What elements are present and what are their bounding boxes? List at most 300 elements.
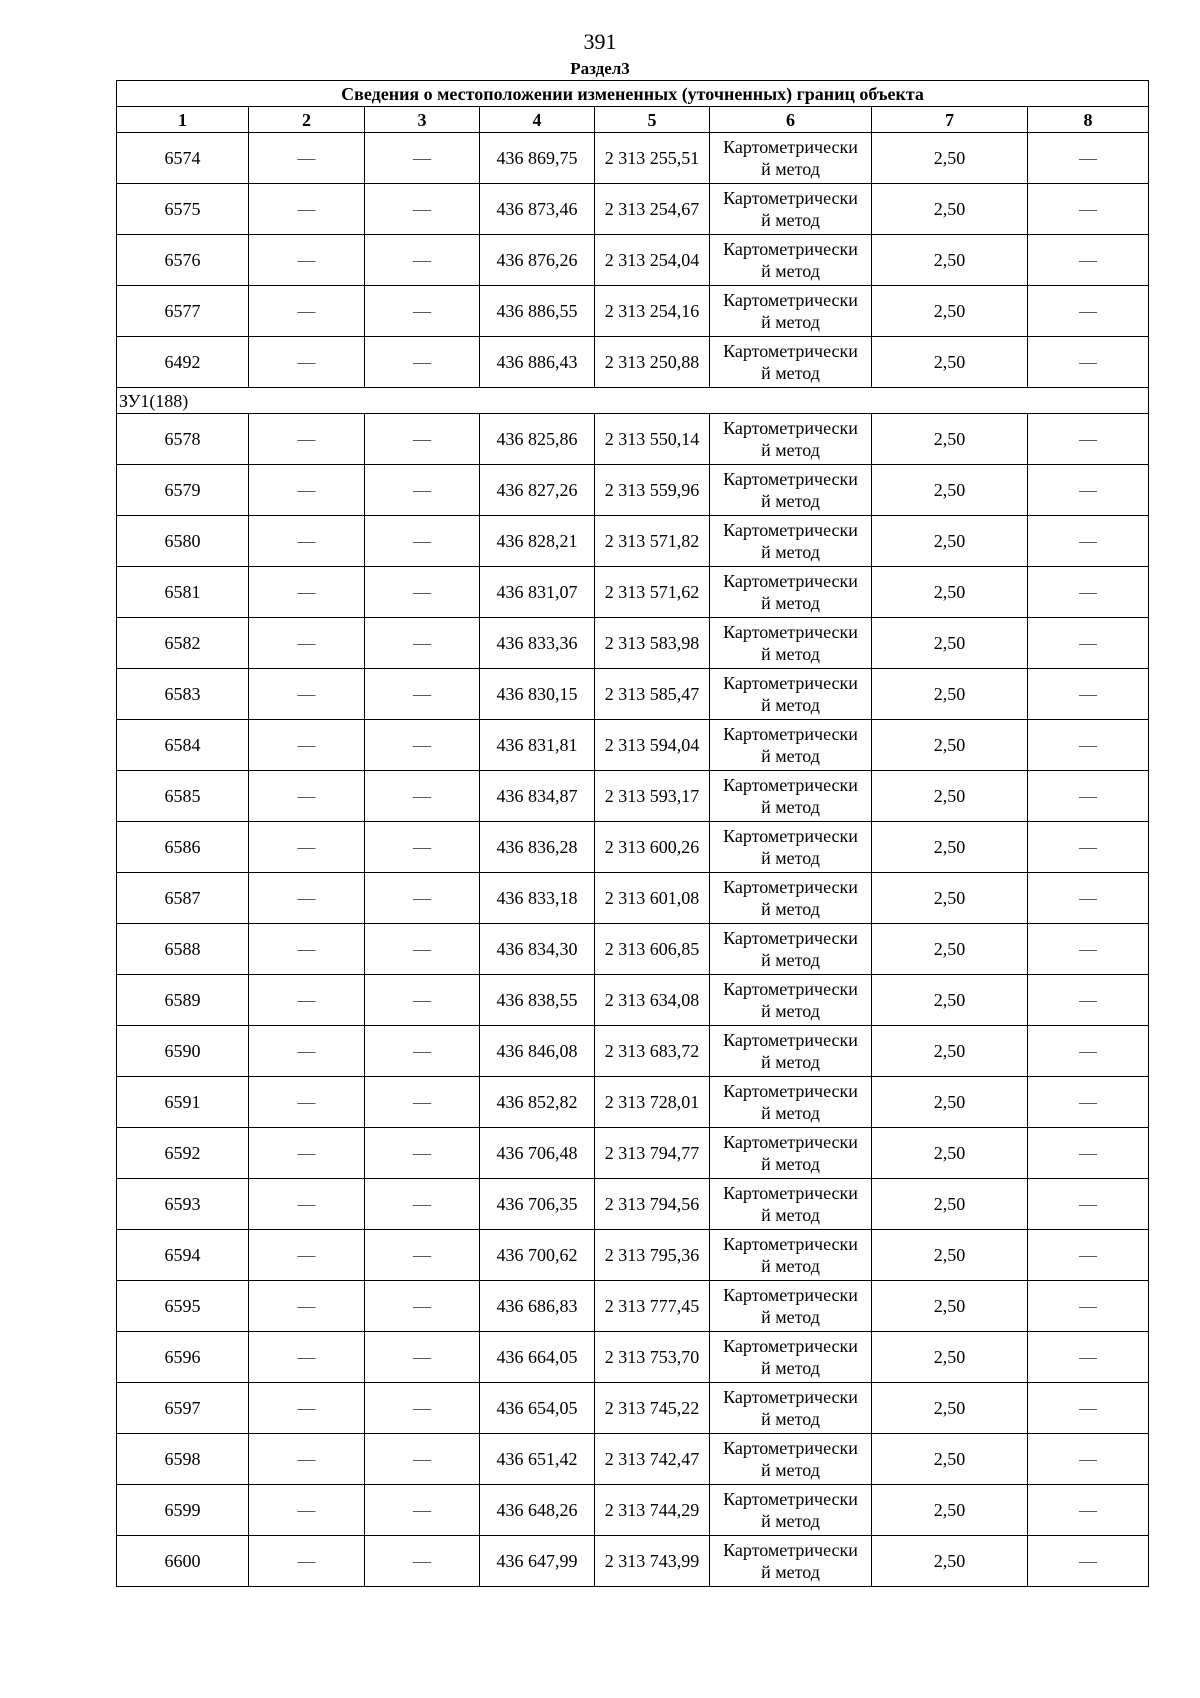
table-row [117, 771, 1149, 822]
empty-cell-col3: — [365, 1128, 480, 1179]
coord-x: 436 838,55 [480, 975, 595, 1026]
empty-cell-col8: — [1028, 1230, 1149, 1281]
coord-x: 436 647,99 [480, 1536, 595, 1587]
table-row [117, 1536, 1149, 1587]
method-line1: Картометрически [723, 188, 858, 208]
empty-cell-col2: — [249, 1026, 365, 1077]
table-row [117, 1332, 1149, 1383]
empty-cell-col8: — [1028, 873, 1149, 924]
coord-x: 436 836,28 [480, 822, 595, 873]
empty-cell-col8: — [1028, 1332, 1149, 1383]
coord-x: 436 846,08 [480, 1026, 595, 1077]
empty-cell-col2: — [249, 465, 365, 516]
coordinates-table [116, 80, 1149, 1587]
accuracy-value: 2,50 [872, 465, 1028, 516]
accuracy-value: 2,50 [872, 1434, 1028, 1485]
method-cell [710, 873, 872, 924]
empty-cell-col3: — [365, 1485, 480, 1536]
coord-x: 436 833,36 [480, 618, 595, 669]
empty-cell-col2: — [249, 1383, 365, 1434]
method-cell [710, 1128, 872, 1179]
empty-cell-col3: — [365, 1332, 480, 1383]
empty-cell-col8: — [1028, 465, 1149, 516]
method-cell [710, 1434, 872, 1485]
empty-cell-col2: — [249, 618, 365, 669]
method-line2: й метод [761, 1103, 820, 1123]
table-row [117, 873, 1149, 924]
empty-cell-col3: — [365, 975, 480, 1026]
accuracy-value: 2,50 [872, 822, 1028, 873]
empty-cell-col2: — [249, 133, 365, 184]
accuracy-value: 2,50 [872, 720, 1028, 771]
table-row [117, 516, 1149, 567]
accuracy-value: 2,50 [872, 1077, 1028, 1128]
coord-y: 2 313 743,99 [595, 1536, 710, 1587]
coord-y: 2 313 550,14 [595, 414, 710, 465]
coord-y: 2 313 600,26 [595, 822, 710, 873]
coord-y: 2 313 571,62 [595, 567, 710, 618]
empty-cell-col3: — [365, 286, 480, 337]
coord-y: 2 313 777,45 [595, 1281, 710, 1332]
empty-cell-col8: — [1028, 1383, 1149, 1434]
method-line1: Картометрически [723, 1540, 858, 1560]
empty-cell-col8: — [1028, 1434, 1149, 1485]
method-line1: Картометрически [723, 1336, 858, 1356]
coord-y: 2 313 583,98 [595, 618, 710, 669]
point-number: 6595 [117, 1281, 249, 1332]
table-row [117, 235, 1149, 286]
method-line1: Картометрически [723, 1438, 858, 1458]
table-row [117, 1026, 1149, 1077]
method-line1: Картометрически [723, 418, 858, 438]
empty-cell-col3: — [365, 465, 480, 516]
method-line1: Картометрически [723, 1132, 858, 1152]
coord-x: 436 834,87 [480, 771, 595, 822]
method-line2: й метод [761, 1154, 820, 1174]
empty-cell-col3: — [365, 567, 480, 618]
empty-cell-col8: — [1028, 669, 1149, 720]
coord-x: 436 831,07 [480, 567, 595, 618]
point-number: 6581 [117, 567, 249, 618]
method-line2: й метод [761, 1460, 820, 1480]
coord-y: 2 313 606,85 [595, 924, 710, 975]
method-line2: й метод [761, 1205, 820, 1225]
empty-cell-col8: — [1028, 1485, 1149, 1536]
coord-x: 436 873,46 [480, 184, 595, 235]
point-number: 6597 [117, 1383, 249, 1434]
column-header: 5 [595, 107, 710, 133]
empty-cell-col8: — [1028, 184, 1149, 235]
accuracy-value: 2,50 [872, 1026, 1028, 1077]
method-line2: й метод [761, 848, 820, 868]
empty-cell-col8: — [1028, 1281, 1149, 1332]
column-header: 7 [872, 107, 1028, 133]
method-line2: й метод [761, 491, 820, 511]
point-number: 6582 [117, 618, 249, 669]
accuracy-value: 2,50 [872, 1128, 1028, 1179]
method-line1: Картометрически [723, 724, 858, 744]
coord-x: 436 828,21 [480, 516, 595, 567]
point-number: 6592 [117, 1128, 249, 1179]
coord-y: 2 313 728,01 [595, 1077, 710, 1128]
table-row [117, 1128, 1149, 1179]
method-line2: й метод [761, 363, 820, 383]
method-cell [710, 1230, 872, 1281]
table-row [117, 184, 1149, 235]
point-number: 6583 [117, 669, 249, 720]
empty-cell-col2: — [249, 1281, 365, 1332]
empty-cell-col8: — [1028, 1536, 1149, 1587]
point-number: 6599 [117, 1485, 249, 1536]
empty-cell-col8: — [1028, 1179, 1149, 1230]
method-cell [710, 924, 872, 975]
accuracy-value: 2,50 [872, 618, 1028, 669]
accuracy-value: 2,50 [872, 1485, 1028, 1536]
empty-cell-col8: — [1028, 1128, 1149, 1179]
column-header-row [117, 107, 1149, 133]
table-row [117, 1077, 1149, 1128]
table-row [117, 1230, 1149, 1281]
column-header: 6 [710, 107, 872, 133]
method-line2: й метод [761, 159, 820, 179]
empty-cell-col2: — [249, 184, 365, 235]
method-cell [710, 771, 872, 822]
method-cell [710, 567, 872, 618]
method-line1: Картометрически [723, 1489, 858, 1509]
table-row [117, 618, 1149, 669]
accuracy-value: 2,50 [872, 1179, 1028, 1230]
empty-cell-col3: — [365, 516, 480, 567]
method-line2: й метод [761, 695, 820, 715]
accuracy-value: 2,50 [872, 414, 1028, 465]
method-line1: Картометрически [723, 1234, 858, 1254]
coord-y: 2 313 601,08 [595, 873, 710, 924]
point-number: 6587 [117, 873, 249, 924]
method-line1: Картометрически [723, 239, 858, 259]
point-number: 6591 [117, 1077, 249, 1128]
method-cell [710, 516, 872, 567]
method-line2: й метод [761, 593, 820, 613]
point-number: 6584 [117, 720, 249, 771]
method-line2: й метод [761, 1562, 820, 1582]
coord-y: 2 313 634,08 [595, 975, 710, 1026]
accuracy-value: 2,50 [872, 1536, 1028, 1587]
coord-y: 2 313 794,56 [595, 1179, 710, 1230]
method-line2: й метод [761, 440, 820, 460]
method-line2: й метод [761, 1256, 820, 1276]
empty-cell-col2: — [249, 337, 365, 388]
method-cell [710, 286, 872, 337]
empty-cell-col2: — [249, 822, 365, 873]
empty-cell-col2: — [249, 414, 365, 465]
method-cell [710, 720, 872, 771]
empty-cell-col3: — [365, 337, 480, 388]
coord-x: 436 700,62 [480, 1230, 595, 1281]
accuracy-value: 2,50 [872, 1230, 1028, 1281]
table-row [117, 567, 1149, 618]
empty-cell-col8: — [1028, 1077, 1149, 1128]
method-line1: Картометрически [723, 520, 858, 540]
table-row [117, 414, 1149, 465]
table-row [117, 465, 1149, 516]
point-number: 6577 [117, 286, 249, 337]
coord-x: 436 706,35 [480, 1179, 595, 1230]
accuracy-value: 2,50 [872, 337, 1028, 388]
coord-x: 436 876,26 [480, 235, 595, 286]
method-cell [710, 337, 872, 388]
coord-y: 2 313 795,36 [595, 1230, 710, 1281]
accuracy-value: 2,50 [872, 669, 1028, 720]
empty-cell-col3: — [365, 873, 480, 924]
table-row [117, 1281, 1149, 1332]
section-title: Раздел3 [570, 59, 630, 78]
method-cell [710, 1077, 872, 1128]
table-row [117, 669, 1149, 720]
empty-cell-col8: — [1028, 414, 1149, 465]
coord-y: 2 313 753,70 [595, 1332, 710, 1383]
accuracy-value: 2,50 [872, 924, 1028, 975]
empty-cell-col3: — [365, 1434, 480, 1485]
empty-cell-col2: — [249, 975, 365, 1026]
table-caption-row [117, 81, 1149, 107]
coord-x: 436 886,43 [480, 337, 595, 388]
coord-x: 436 825,86 [480, 414, 595, 465]
coord-y: 2 313 255,51 [595, 133, 710, 184]
coord-y: 2 313 794,77 [595, 1128, 710, 1179]
table-row [117, 1434, 1149, 1485]
method-cell [710, 465, 872, 516]
coord-y: 2 313 594,04 [595, 720, 710, 771]
method-line1: Картометрически [723, 290, 858, 310]
table-row [117, 924, 1149, 975]
empty-cell-col2: — [249, 1485, 365, 1536]
coord-y: 2 313 254,67 [595, 184, 710, 235]
method-line1: Картометрически [723, 1081, 858, 1101]
empty-cell-col2: — [249, 669, 365, 720]
accuracy-value: 2,50 [872, 516, 1028, 567]
column-header: 2 [249, 107, 365, 133]
method-line2: й метод [761, 312, 820, 332]
coord-x: 436 830,15 [480, 669, 595, 720]
group-label: ЗУ1(188) [117, 388, 1149, 414]
empty-cell-col3: — [365, 1536, 480, 1587]
point-number: 6588 [117, 924, 249, 975]
method-line2: й метод [761, 1307, 820, 1327]
empty-cell-col3: — [365, 669, 480, 720]
method-cell [710, 669, 872, 720]
empty-cell-col3: — [365, 822, 480, 873]
empty-cell-col2: — [249, 1536, 365, 1587]
empty-cell-col3: — [365, 133, 480, 184]
method-line1: Картометрически [723, 571, 858, 591]
method-line2: й метод [761, 746, 820, 766]
empty-cell-col8: — [1028, 337, 1149, 388]
coord-y: 2 313 745,22 [595, 1383, 710, 1434]
method-cell [710, 1026, 872, 1077]
point-number: 6590 [117, 1026, 249, 1077]
coord-y: 2 313 593,17 [595, 771, 710, 822]
empty-cell-col8: — [1028, 720, 1149, 771]
empty-cell-col2: — [249, 924, 365, 975]
coord-x: 436 833,18 [480, 873, 595, 924]
accuracy-value: 2,50 [872, 133, 1028, 184]
empty-cell-col2: — [249, 1434, 365, 1485]
empty-cell-col2: — [249, 1077, 365, 1128]
empty-cell-col3: — [365, 1281, 480, 1332]
table-title: Сведения о местоположении измененных (уточненных) границ объекта [117, 81, 1149, 107]
empty-cell-col2: — [249, 516, 365, 567]
accuracy-value: 2,50 [872, 286, 1028, 337]
method-line2: й метод [761, 261, 820, 281]
column-header: 1 [117, 107, 249, 133]
method-cell [710, 822, 872, 873]
method-line1: Картометрически [723, 979, 858, 999]
empty-cell-col3: — [365, 1026, 480, 1077]
point-number: 6586 [117, 822, 249, 873]
empty-cell-col2: — [249, 771, 365, 822]
coord-y: 2 313 744,29 [595, 1485, 710, 1536]
method-cell [710, 133, 872, 184]
method-line1: Картометрически [723, 1285, 858, 1305]
empty-cell-col8: — [1028, 133, 1149, 184]
table-row [117, 133, 1149, 184]
empty-cell-col3: — [365, 924, 480, 975]
point-number: 6574 [117, 133, 249, 184]
table-row [117, 1179, 1149, 1230]
coord-x: 436 869,75 [480, 133, 595, 184]
empty-cell-col2: — [249, 1230, 365, 1281]
coord-x: 436 827,26 [480, 465, 595, 516]
empty-cell-col3: — [365, 1077, 480, 1128]
point-number: 6593 [117, 1179, 249, 1230]
empty-cell-col2: — [249, 235, 365, 286]
method-cell [710, 975, 872, 1026]
method-cell [710, 1536, 872, 1587]
coord-x: 436 706,48 [480, 1128, 595, 1179]
table-row [117, 720, 1149, 771]
point-number: 6585 [117, 771, 249, 822]
method-line2: й метод [761, 1358, 820, 1378]
column-header: 8 [1028, 107, 1149, 133]
method-line2: й метод [761, 950, 820, 970]
method-line2: й метод [761, 1001, 820, 1021]
table-row [117, 1383, 1149, 1434]
method-cell [710, 618, 872, 669]
empty-cell-col2: — [249, 286, 365, 337]
method-cell [710, 235, 872, 286]
point-number: 6600 [117, 1536, 249, 1587]
coord-y: 2 313 254,04 [595, 235, 710, 286]
coord-x: 436 831,81 [480, 720, 595, 771]
coord-x: 436 686,83 [480, 1281, 595, 1332]
coord-x: 436 654,05 [480, 1383, 595, 1434]
method-line1: Картометрически [723, 622, 858, 642]
method-line1: Картометрически [723, 877, 858, 897]
coord-y: 2 313 559,96 [595, 465, 710, 516]
point-number: 6580 [117, 516, 249, 567]
method-line1: Картометрически [723, 1030, 858, 1050]
page-number: 391 [583, 29, 617, 54]
coord-y: 2 313 571,82 [595, 516, 710, 567]
accuracy-value: 2,50 [872, 873, 1028, 924]
coord-x: 436 852,82 [480, 1077, 595, 1128]
empty-cell-col3: — [365, 184, 480, 235]
coord-y: 2 313 683,72 [595, 1026, 710, 1077]
coord-x: 436 651,42 [480, 1434, 595, 1485]
method-cell [710, 1485, 872, 1536]
method-line1: Картометрически [723, 775, 858, 795]
empty-cell-col8: — [1028, 235, 1149, 286]
method-line1: Картометрически [723, 341, 858, 361]
coord-y: 2 313 742,47 [595, 1434, 710, 1485]
method-line2: й метод [761, 1511, 820, 1531]
coord-y: 2 313 254,16 [595, 286, 710, 337]
column-header: 3 [365, 107, 480, 133]
method-line2: й метод [761, 899, 820, 919]
column-header: 4 [480, 107, 595, 133]
empty-cell-col8: — [1028, 975, 1149, 1026]
empty-cell-col3: — [365, 414, 480, 465]
table-row [117, 286, 1149, 337]
empty-cell-col3: — [365, 618, 480, 669]
method-line2: й метод [761, 210, 820, 230]
method-cell [710, 414, 872, 465]
method-cell [710, 1383, 872, 1434]
empty-cell-col3: — [365, 1230, 480, 1281]
point-number: 6578 [117, 414, 249, 465]
method-line2: й метод [761, 644, 820, 664]
accuracy-value: 2,50 [872, 771, 1028, 822]
coord-x: 436 834,30 [480, 924, 595, 975]
coord-x: 436 886,55 [480, 286, 595, 337]
accuracy-value: 2,50 [872, 1281, 1028, 1332]
method-line1: Картометрически [723, 1183, 858, 1203]
group-row [117, 388, 1149, 414]
method-cell [710, 184, 872, 235]
point-number: 6579 [117, 465, 249, 516]
empty-cell-col2: — [249, 567, 365, 618]
accuracy-value: 2,50 [872, 1383, 1028, 1434]
coord-x: 436 664,05 [480, 1332, 595, 1383]
method-line1: Картометрически [723, 928, 858, 948]
point-number: 6598 [117, 1434, 249, 1485]
accuracy-value: 2,50 [872, 567, 1028, 618]
point-number: 6594 [117, 1230, 249, 1281]
empty-cell-col8: — [1028, 516, 1149, 567]
empty-cell-col2: — [249, 720, 365, 771]
empty-cell-col8: — [1028, 567, 1149, 618]
empty-cell-col2: — [249, 1179, 365, 1230]
point-number: 6492 [117, 337, 249, 388]
empty-cell-col3: — [365, 1179, 480, 1230]
empty-cell-col2: — [249, 1332, 365, 1383]
coord-y: 2 313 250,88 [595, 337, 710, 388]
method-line1: Картометрически [723, 137, 858, 157]
point-number: 6575 [117, 184, 249, 235]
table-row [117, 822, 1149, 873]
empty-cell-col8: — [1028, 618, 1149, 669]
accuracy-value: 2,50 [872, 975, 1028, 1026]
table-row [117, 337, 1149, 388]
empty-cell-col2: — [249, 873, 365, 924]
table-row [117, 1485, 1149, 1536]
method-cell [710, 1281, 872, 1332]
empty-cell-col3: — [365, 720, 480, 771]
method-cell [710, 1332, 872, 1383]
empty-cell-col8: — [1028, 822, 1149, 873]
method-line2: й метод [761, 1409, 820, 1429]
accuracy-value: 2,50 [872, 235, 1028, 286]
